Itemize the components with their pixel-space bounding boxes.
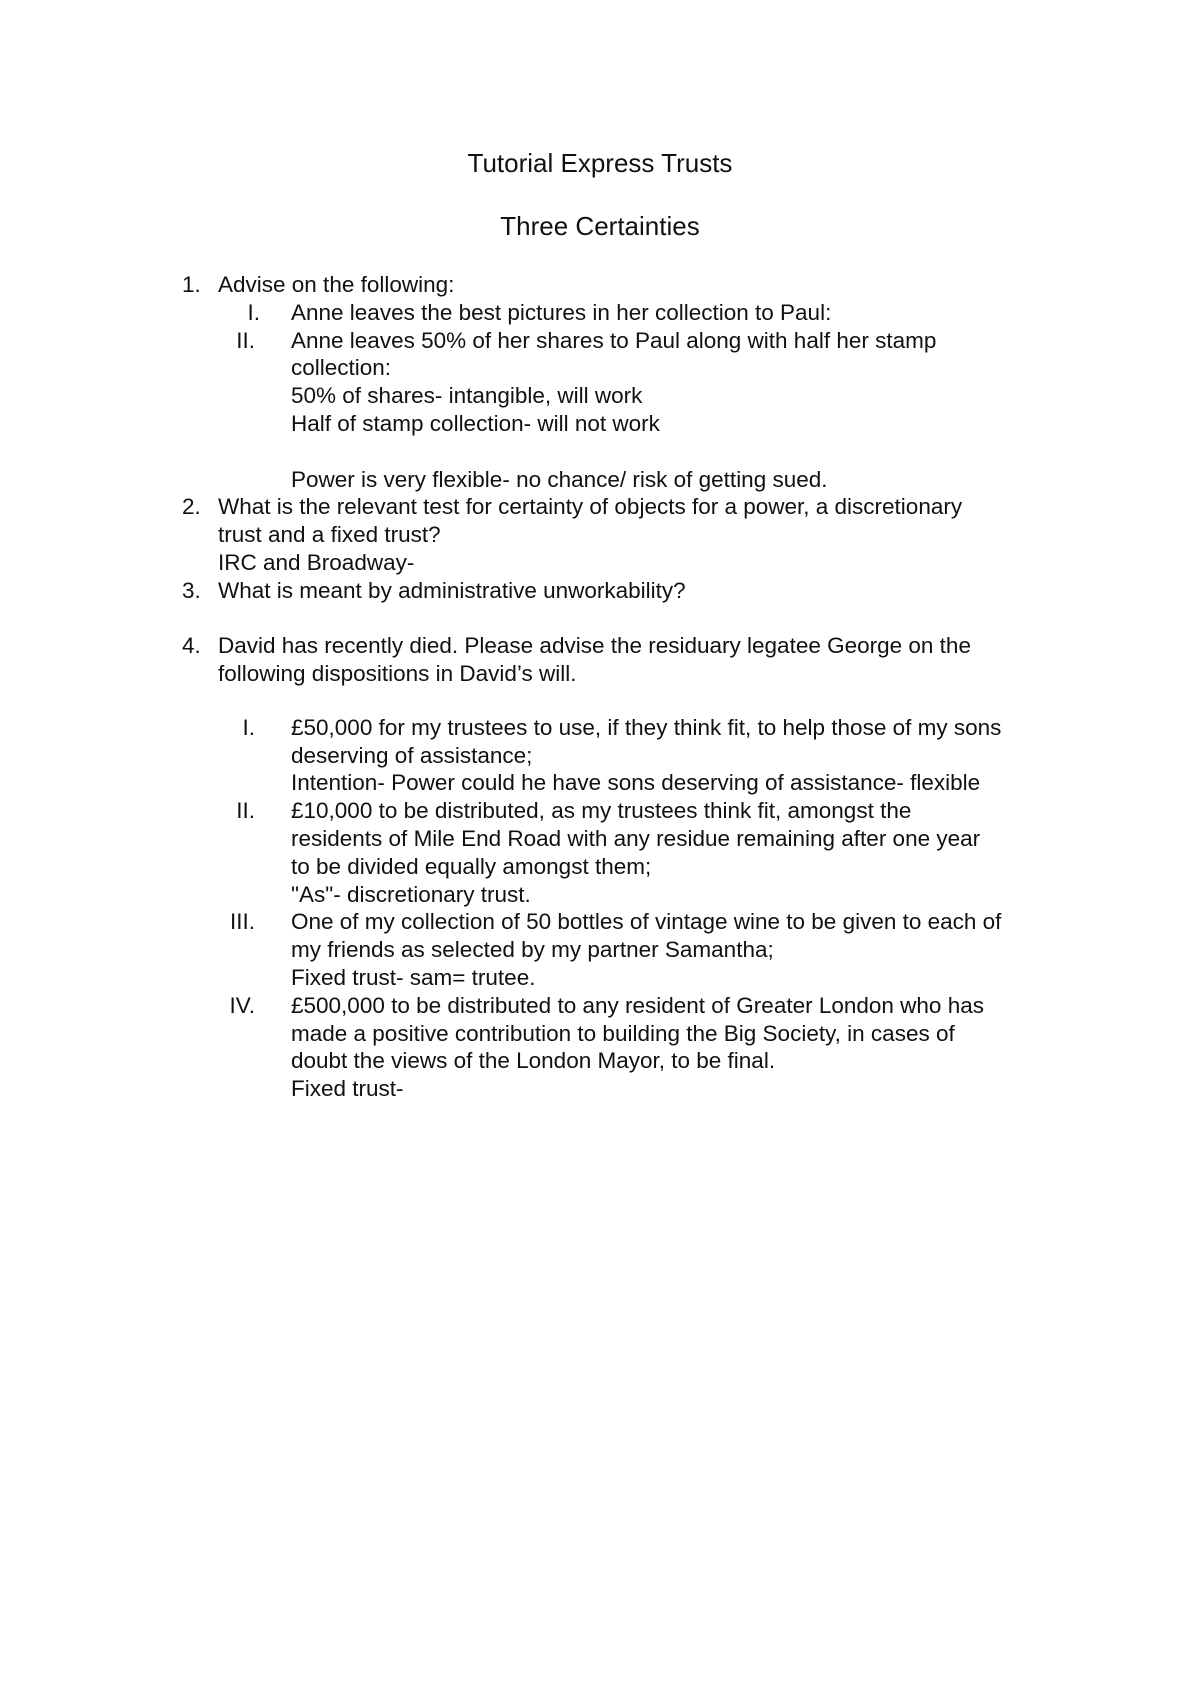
sub-item-number: II. <box>236 327 255 353</box>
sub-item-text: £500,000 to be distributed to any resident of Greater London who has <box>291 992 984 1018</box>
sub-item-text: Anne leaves 50% of her shares to Paul along with half her stamp <box>291 327 937 353</box>
sub-item-number: IV. <box>229 992 255 1018</box>
question-text: What is meant by administrative unworkability? <box>218 577 686 603</box>
document-body <box>0 271 1200 1103</box>
question-text: trust and a fixed trust? <box>218 522 441 548</box>
sub-item <box>0 992 1200 1020</box>
sub-item-continuation <box>0 881 1200 909</box>
sub-item <box>0 908 1200 936</box>
question-2 <box>0 493 1200 521</box>
document-title: Tutorial Express Trusts <box>467 148 733 178</box>
sub-item-continuation <box>0 825 1200 853</box>
sub-item-continuation <box>0 936 1200 964</box>
sub-item-text: Anne leaves the best pictures in her collection to Paul: <box>291 299 832 325</box>
annotation-text: 50% of shares- intangible, will work <box>291 383 643 409</box>
sub-item-text: deserving of assistance; <box>291 742 533 768</box>
sub-item <box>0 299 1200 327</box>
sub-item-text: doubt the views of the London Mayor, to be final. <box>291 1048 776 1074</box>
sub-item-number: I. <box>247 299 260 325</box>
sub-item-continuation <box>0 1020 1200 1048</box>
annotation-text: Intention- Power could he have sons deserving of assistance- flexible <box>291 770 981 796</box>
question-text: following dispositions in David’s will. <box>218 661 577 687</box>
question-1 <box>0 271 1200 299</box>
annotation-text: IRC and Broadway- <box>218 549 415 575</box>
sub-item-number: II. <box>236 798 255 824</box>
sub-item-number: III. <box>229 909 255 935</box>
sub-item-number: I. <box>242 714 255 740</box>
question-number: 4. <box>182 633 201 659</box>
sub-item-text: One of my collection of 50 bottles of vintage wine to be given to each of <box>291 909 1002 935</box>
question-continuation <box>0 521 1200 549</box>
question-number: 1. <box>182 272 201 297</box>
question-text: David has recently died. Please advise the residuary legatee George on the <box>218 633 971 659</box>
sub-item-continuation <box>0 382 1200 410</box>
sub-item-continuation <box>0 742 1200 770</box>
question-continuation <box>0 549 1200 577</box>
sub-item-continuation <box>0 1047 1200 1075</box>
annotation-text: "As"- discretionary trust. <box>291 881 531 907</box>
question-4 <box>0 632 1200 660</box>
sub-item-continuation <box>0 964 1200 992</box>
question-3 <box>0 577 1200 605</box>
sub-item-text: to be divided equally amongst them; <box>291 853 652 879</box>
note-line <box>0 466 1200 494</box>
question-text: What is the relevant test for certainty of objects for a power, a discretionary <box>218 494 963 520</box>
sub-item-text: collection: <box>291 355 392 381</box>
annotation-text: Fixed trust- <box>291 1076 404 1102</box>
sub-item-text: £10,000 to be distributed, as my trustees think fit, amongst the <box>291 798 912 824</box>
question-number: 3. <box>182 577 201 603</box>
blank-line <box>0 605 1200 633</box>
annotation-text: Fixed trust- sam= trutee. <box>291 964 536 990</box>
question-continuation <box>0 660 1200 688</box>
annotation-text: Half of stamp collection- will not work <box>291 410 660 436</box>
blank-line <box>0 688 1200 716</box>
sub-item-text: made a positive contribution to building the Big Society, in cases of <box>291 1020 955 1046</box>
sub-item <box>0 714 1200 742</box>
question-number: 2. <box>182 494 201 520</box>
sub-item-continuation <box>0 410 1200 438</box>
document-subtitle: Three Certainties <box>500 211 700 241</box>
annotation-text: Power is very flexible- no chance/ risk of getting sued. <box>291 466 828 492</box>
sub-item-continuation <box>0 1075 1200 1103</box>
sub-item-continuation <box>0 853 1200 881</box>
sub-item-text: residents of Mile End Road with any residue remaining after one year <box>291 825 981 851</box>
sub-item-text: my friends as selected by my partner Samantha; <box>291 937 774 963</box>
sub-item <box>0 327 1200 355</box>
sub-item <box>0 797 1200 825</box>
question-text: Advise on the following: <box>218 272 455 297</box>
sub-item-continuation <box>0 769 1200 797</box>
blank-line <box>0 438 1200 466</box>
sub-item-text: £50,000 for my trustees to use, if they think fit, to help those of my sons <box>291 714 1002 740</box>
sub-item-continuation <box>0 354 1200 382</box>
